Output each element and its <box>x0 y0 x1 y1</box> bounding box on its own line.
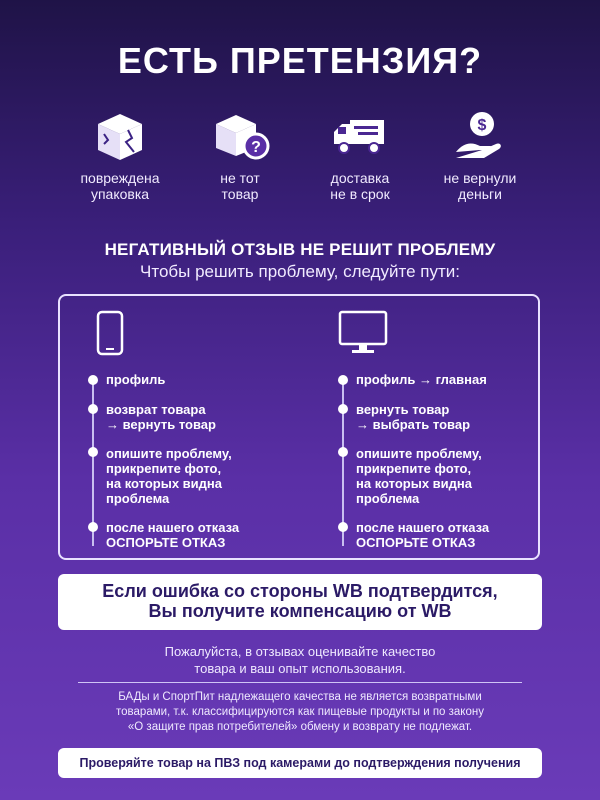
issue-wrong-item <box>180 108 300 202</box>
step-dot <box>88 404 98 414</box>
issue-no-refund <box>420 108 540 202</box>
issue-label: повреждена упаковка <box>80 170 160 202</box>
desktop-timeline <box>342 376 344 546</box>
desktop-step-2: вернуть товар → выбрать товар <box>356 402 471 432</box>
headline: НЕГАТИВНЫЙ ОТЗЫВ НЕ РЕШИТ ПРОБЛЕМУ <box>104 240 496 259</box>
smartphone-icon <box>96 310 124 356</box>
issue-label: не вернули деньги <box>443 170 517 202</box>
check-at-pickup-bar: Проверяйте товар на ПВЗ под камерами до подтверждения получения <box>58 748 542 778</box>
compensation-banner: Если ошибка со стороны WB подтвердится, Вы получите компенсацию от WB <box>58 574 542 630</box>
issue-label: доставка не в срок <box>330 170 390 202</box>
mobile-step-1: профиль <box>106 372 166 387</box>
issue-label: не тот товар <box>220 170 260 202</box>
step-dot <box>88 522 98 532</box>
subheadline: Чтобы решить проблему, следуйте пути: <box>140 262 460 281</box>
review-note: Пожалуйста, в отзывах оценивайте качество товара и ваш опыт использования. <box>164 644 436 676</box>
step-dot <box>338 522 348 532</box>
mobile-timeline <box>92 376 94 546</box>
box-question-icon <box>210 108 270 164</box>
disclaimer: БАДы и СпортПит надлежащего качества не является возвратными товарами, т.к. классифицируются как пищевые продукты и по закону «О защите прав потребителей» обмену и возврату не подлежат. <box>116 691 484 733</box>
monitor-icon <box>338 310 388 356</box>
svg-text:?: ? <box>251 139 261 156</box>
step-dot <box>338 404 348 414</box>
instructions-panel <box>58 294 540 560</box>
step-dot <box>88 447 98 457</box>
desktop-step-4: после нашего отказа ОСПОРЬТЕ ОТКАЗ <box>356 520 490 550</box>
mobile-step-2: возврат товара → вернуть товар <box>106 402 216 432</box>
step-dot <box>338 447 348 457</box>
divider <box>78 682 522 683</box>
step-dot <box>88 375 98 385</box>
desktop-step-1: профиль → главная <box>356 372 487 387</box>
step-dot <box>338 375 348 385</box>
money-hand-icon <box>450 108 510 164</box>
mobile-step-4: после нашего отказа ОСПОРЬТЕ ОТКАЗ <box>106 520 240 550</box>
mobile-step-3: опишите проблему, прикрепите фото, на которых видна проблема <box>106 446 232 506</box>
damaged-box-icon <box>90 108 150 164</box>
issue-late-delivery <box>300 108 420 202</box>
page-title: ЕСТЬ ПРЕТЕНЗИЯ? <box>117 40 483 81</box>
issue-damaged-packaging <box>60 108 180 202</box>
delivery-truck-icon <box>330 108 390 164</box>
issues-row <box>60 108 540 202</box>
desktop-step-3: опишите проблему, прикрепите фото, на которых видна проблема <box>356 446 482 506</box>
svg-text:$: $ <box>477 117 487 134</box>
